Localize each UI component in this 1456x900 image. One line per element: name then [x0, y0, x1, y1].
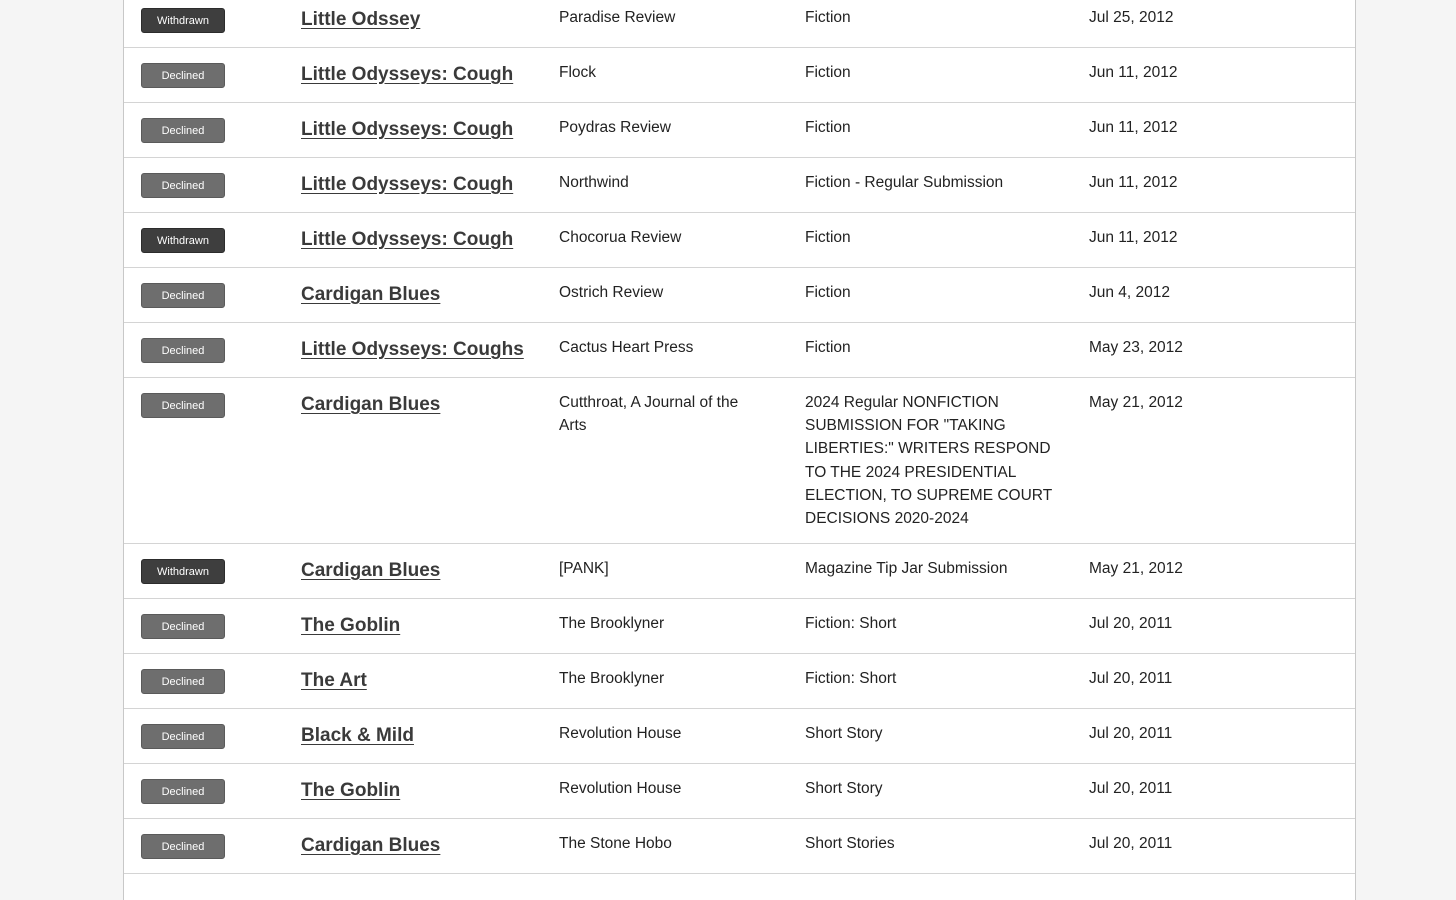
- submission-date: Jun 11, 2012: [1089, 229, 1178, 246]
- publication-name: Poydras Review: [559, 119, 671, 136]
- submission-title-link[interactable]: Little Odysseys: Cough: [301, 119, 514, 140]
- submission-title-link[interactable]: Cardigan Blues: [301, 560, 441, 581]
- status-badge: Declined: [141, 173, 225, 198]
- submission-date: Jul 20, 2011: [1089, 725, 1173, 742]
- submission-title-link[interactable]: Little Odssey: [301, 9, 421, 30]
- submissions-table: [124, 0, 1355, 874]
- submission-date: May 21, 2012: [1089, 560, 1183, 577]
- publication-name: Chocorua Review: [559, 229, 682, 246]
- submission-category: Fiction: [805, 119, 851, 136]
- submission-date: Jul 20, 2011: [1089, 615, 1173, 632]
- submission-title-link[interactable]: Cardigan Blues: [301, 284, 441, 305]
- submission-date: May 23, 2012: [1089, 339, 1183, 356]
- submission-title-link[interactable]: The Goblin: [301, 615, 401, 636]
- status-badge: Declined: [141, 63, 225, 88]
- submission-title-link[interactable]: Little Odysseys: Cough: [301, 229, 514, 250]
- status-badge: Withdrawn: [141, 559, 225, 584]
- table-row: [124, 0, 1355, 48]
- publication-name: Revolution House: [559, 780, 682, 797]
- status-badge: Declined: [141, 283, 225, 308]
- table-row: [124, 48, 1355, 103]
- status-badge: Withdrawn: [141, 228, 225, 253]
- submission-date: Jul 25, 2012: [1089, 9, 1174, 26]
- status-badge: Declined: [141, 118, 225, 143]
- submission-title-link[interactable]: Little Odysseys: Coughs: [301, 339, 524, 360]
- publication-name: The Brooklyner: [559, 670, 665, 687]
- submission-date: Jun 11, 2012: [1089, 64, 1178, 81]
- publication-name: Cactus Heart Press: [559, 339, 694, 356]
- table-row: [124, 268, 1355, 323]
- submission-category: Fiction - Regular Submission: [805, 174, 1004, 191]
- submission-category: Fiction: Short: [805, 670, 897, 687]
- submission-date: Jun 4, 2012: [1089, 284, 1171, 301]
- submission-category: Short Story: [805, 725, 883, 742]
- submission-date: Jun 11, 2012: [1089, 174, 1178, 191]
- status-badge: Declined: [141, 724, 225, 749]
- submission-title-link[interactable]: Little Odysseys: Cough: [301, 64, 514, 85]
- submission-date: Jul 20, 2011: [1089, 670, 1173, 687]
- table-row: [124, 544, 1355, 599]
- table-row: [124, 213, 1355, 268]
- table-row: [124, 764, 1355, 819]
- publication-name: Northwind: [559, 174, 629, 191]
- submission-category: Fiction: [805, 64, 851, 81]
- submission-title-link[interactable]: Cardigan Blues: [301, 394, 441, 415]
- status-badge: Withdrawn: [141, 8, 225, 33]
- submission-category: Short Story: [805, 780, 883, 797]
- table-row: [124, 323, 1355, 378]
- submission-category: Short Stories: [805, 835, 895, 852]
- status-badge: Declined: [141, 669, 225, 694]
- publication-name: The Brooklyner: [559, 615, 665, 632]
- publication-name: Cutthroat, A Journal of the Arts: [559, 394, 739, 434]
- submission-date: Jun 11, 2012: [1089, 119, 1178, 136]
- submission-date: Jul 20, 2011: [1089, 835, 1173, 852]
- table-row: [124, 599, 1355, 654]
- submission-category: 2024 Regular NONFICTION SUBMISSION FOR "TAKING LIBERTIES:" WRITERS RESPOND TO THE 2024 PRESIDENTIAL ELECTION, TO SUPREME COURT DECISIONS 2020-2024: [805, 394, 1052, 528]
- status-badge: Declined: [141, 393, 225, 418]
- status-badge: Declined: [141, 834, 225, 859]
- submission-date: Jul 20, 2011: [1089, 780, 1173, 797]
- status-badge: Declined: [141, 338, 225, 363]
- submission-title-link[interactable]: Cardigan Blues: [301, 835, 441, 856]
- table-row: [124, 378, 1355, 544]
- publication-name: The Stone Hobo: [559, 835, 672, 852]
- submission-title-link[interactable]: Black & Mild: [301, 725, 414, 746]
- submission-category: Fiction: [805, 9, 851, 26]
- submission-category: Fiction: [805, 229, 851, 246]
- table-row: [124, 103, 1355, 158]
- table-row: [124, 709, 1355, 764]
- table-row: [124, 819, 1355, 874]
- status-badge: Declined: [141, 614, 225, 639]
- publication-name: Revolution House: [559, 725, 682, 742]
- submissions-panel: [123, 0, 1356, 900]
- submission-date: May 21, 2012: [1089, 394, 1183, 411]
- submission-category: Magazine Tip Jar Submission: [805, 560, 1008, 577]
- submission-category: Fiction: [805, 284, 851, 301]
- publication-name: Ostrich Review: [559, 284, 664, 301]
- table-row: [124, 158, 1355, 213]
- publication-name: [PANK]: [559, 560, 609, 577]
- submission-title-link[interactable]: Little Odysseys: Cough: [301, 174, 514, 195]
- publication-name: Flock: [559, 64, 597, 81]
- submission-category: Fiction: Short: [805, 615, 897, 632]
- submission-title-link[interactable]: The Goblin: [301, 780, 401, 801]
- table-row: [124, 654, 1355, 709]
- publication-name: Paradise Review: [559, 9, 676, 26]
- submission-title-link[interactable]: The Art: [301, 670, 367, 691]
- status-badge: Declined: [141, 779, 225, 804]
- submission-category: Fiction: [805, 339, 851, 356]
